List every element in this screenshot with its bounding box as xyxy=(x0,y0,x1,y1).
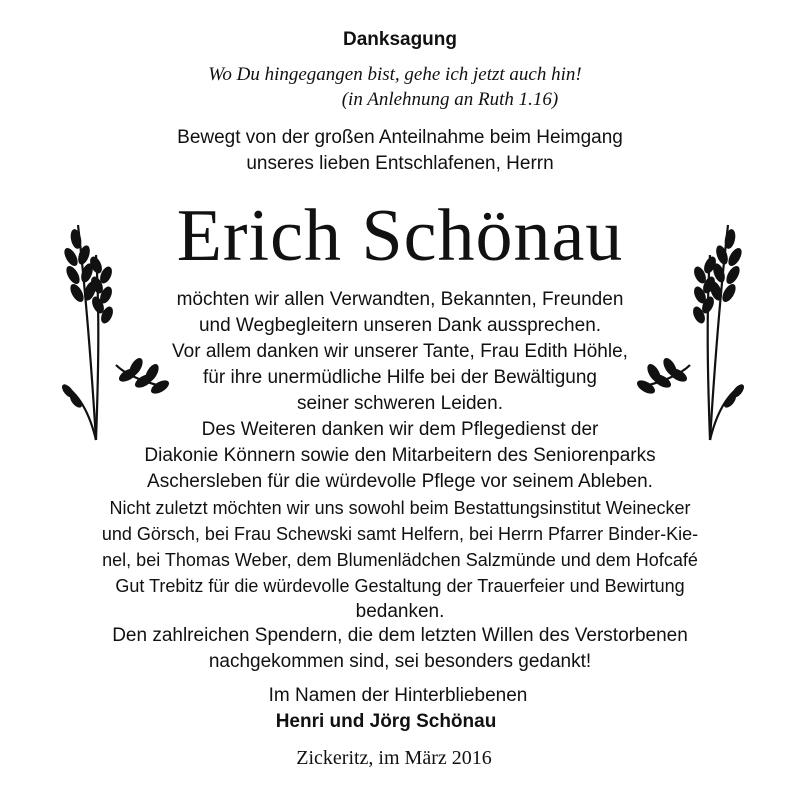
place-date: Zickeritz, im März 2016 xyxy=(296,747,492,769)
signature-intro: Im Namen der Hinterbliebenen xyxy=(268,685,528,706)
body-line-9: Nicht zuletzt möchten wir uns sowohl beim Bestattungsinstitut Weinecker xyxy=(109,498,691,518)
deceased-name: Erich Schönau xyxy=(176,195,624,277)
intro-line-2: unseres lieben Entschlafenen, Herrn xyxy=(246,153,554,174)
body-line-1: möchten wir allen Verwandten, Bekannten, Freunden xyxy=(176,289,624,310)
quote-source: (in Anlehnung an Ruth 1.16) xyxy=(341,89,559,110)
body-line-5: seiner schweren Leiden. xyxy=(297,393,503,414)
body-line-2: und Wegbegleitern unseren Dank aussprechen. xyxy=(198,315,602,336)
body-line-3: Vor allem danken wir unserer Tante, Frau Edith Höhle, xyxy=(172,341,628,362)
body-line-6: Des Weiteren danken wir dem Pflegedienst der xyxy=(201,419,599,440)
body-line-14: Den zahlreichen Spendern, die dem letzten Willen des Verstorbenen xyxy=(112,625,688,646)
intro-line-1: Bewegt von der großen Anteilnahme beim Heimgang xyxy=(177,127,623,148)
body-line-10: und Görsch, bei Frau Schewski samt Helfern, bei Herrn Pfarrer Binder-Kie- xyxy=(101,524,699,544)
quote-text: Wo Du hingegangen bist, gehe ich jetzt auch hin! xyxy=(208,64,582,85)
signature-names: Henri und Jörg Schönau xyxy=(275,711,497,732)
notice-heading: Danksagung xyxy=(342,29,458,50)
body-line-4: für ihre unermüdliche Hilfe bei der Bewältigung xyxy=(203,367,597,388)
body-line-13: bedanken. xyxy=(355,601,445,622)
body-line-11: nel, bei Thomas Weber, dem Blumenlädchen Salzmünde und dem Hofcafé xyxy=(102,550,698,570)
body-line-7: Diakonie Könnern sowie den Mitarbeitern des Seniorenparks xyxy=(144,445,656,466)
body-line-8: Aschersleben für die würdevolle Pflege vor seinem Ableben. xyxy=(147,471,653,492)
body-line-15: nachgekommen sind, sei besonders gedankt! xyxy=(208,651,592,672)
body-line-12: Gut Trebitz für die würdevolle Gestaltung der Trauerfeier und Bewirtung xyxy=(115,576,685,596)
